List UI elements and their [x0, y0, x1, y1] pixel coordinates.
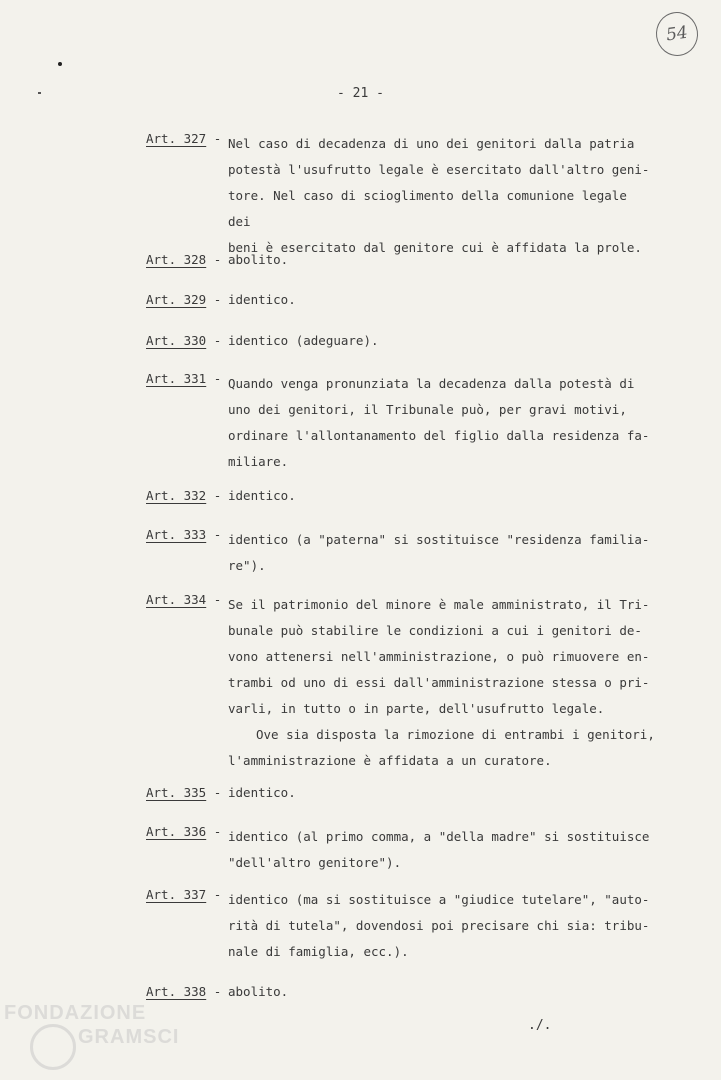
archive-stamp: 54: [653, 9, 701, 58]
article-body: abolito.: [228, 252, 289, 267]
article-label: Art. 329: [146, 292, 207, 307]
article-body: identico.: [228, 292, 296, 307]
article-body: Quando venga pronunziata la decadenza dalla potestà di uno dei genitori, il Tribunale può, per gravi motivi, ordinare l'allontanamento del figlio dalla residenza fa- miliare.: [228, 376, 650, 469]
article-336: Art. 336 - identico (al primo comma, a "della madre" si sostituisce "dell'altro genitore").: [146, 824, 656, 876]
article-body: Se il patrimonio del minore è male amministrato, il Tri- bunale può stabilire le condizioni a cui i genitori de- vono attenersi nell'amministrazione, o può rimuovere en- trambi od uno di essi dall'amministrazione stessa o pri- varli, in tutto o in parte, dell'usufrutto legale. Ove sia disposta la rimozione di entrambi i genitori, l'amministrazione è affidata a un curatore.: [228, 597, 655, 768]
article-body: identico.: [228, 488, 296, 503]
article-327: Art. 327 - Nel caso di decadenza di uno dei genitori dalla patria potestà l'usufrutto legale è esercitato dall'altro geni- tore. Nel caso di scioglimento della comunione legale dei beni è esercitato dal genitore cui è affidata la prole.: [146, 131, 656, 261]
article-label: Art. 331: [146, 371, 207, 386]
article-label: Art. 335: [146, 785, 207, 800]
article-331: Art. 331 - Quando venga pronunziata la decadenza dalla potestà di uno dei genitori, il Tribunale può, per gravi motivi, ordinare l'allontanamento del figlio dalla residenza fa- miliare.: [146, 371, 656, 475]
article-body: identico (adeguare).: [228, 333, 379, 348]
article-label: Art. 334: [146, 592, 207, 607]
article-body: identico (ma si sostituisce a "giudice tutelare", "auto- rità di tutela", dovendosi poi precisare chi sia: tribu- nale di famiglia, ecc.).: [228, 892, 650, 959]
foundation-logo-icon: [30, 1024, 76, 1070]
watermark: FONDAZIONE GRAMSCI: [0, 1000, 200, 1070]
article-body: identico.: [228, 785, 296, 800]
article-body: identico (a "paterna" si sostituisce "residenza familia- re").: [228, 532, 650, 573]
article-label: Art. 327: [146, 131, 207, 146]
article-label: Art. 337: [146, 887, 207, 902]
article-label: Art. 336: [146, 824, 207, 839]
article-label: Art. 333: [146, 527, 207, 542]
continuation-mark: ./.: [528, 1018, 552, 1033]
article-label: Art. 338: [146, 984, 207, 999]
article-label: Art. 328: [146, 252, 207, 267]
article-333: Art. 333 - identico (a "paterna" si sostituisce "residenza familia- re").: [146, 527, 656, 579]
article-label: Art. 330: [146, 333, 207, 348]
page-number: - 21 -: [337, 86, 384, 101]
article-body: Nel caso di decadenza di uno dei genitori dalla patria potestà l'usufrutto legale è esercitato dall'altro geni- tore. Nel caso di scioglimento della comunione legale dei beni è esercitato dal genitore cui è affidata la prole.: [228, 136, 650, 255]
article-body: identico (al primo comma, a "della madre" si sostituisce "dell'altro genitore").: [228, 829, 650, 870]
article-334: Art. 334 - Se il patrimonio del minore è male amministrato, il Tri- bunale può stabilire le condizioni a cui i genitori de- vono attenersi nell'amministrazione, o può rimuovere en- trambi od uno di essi dall'amministrazione stessa o pri- varli, in tutto o in parte, dell'usufrutto legale. Ove sia disposta la rimozione di entrambi i genitori, l'amministrazione è affidata a un curatore.: [146, 592, 656, 774]
article-body: abolito.: [228, 984, 289, 999]
article-label: Art. 332: [146, 488, 207, 503]
article-337: Art. 337 - identico (ma si sostituisce a "giudice tutelare", "auto- rità di tutela", dovendosi poi precisare chi sia: tribu- nale di famiglia, ecc.).: [146, 887, 656, 965]
ink-speck: [58, 62, 62, 66]
document-page: 54 - 21 - Art. 327 - Nel caso di decadenza di uno dei genitori dalla patria potestà l'usufrutto legale è esercitato dall'altro geni- tore. Nel caso di scioglimento della comunione legale dei beni è esercitato dal genitore cui è affidata la prole. Art. 328 - abolito. Art. 329 - identico. Art. 330 - identico (adeguare). Art. 331 - Quando venga pronunziata la decadenza dalla potestà di uno dei genitori, il Tribunale può, per gravi motivi, ordinare l'allontanamento del figlio dalla residenza fa- miliare. Art. 332 - identico. Art. 333 - identico (a "paterna" si sostituisce "residenza familia- re"). Art. 334 - Se il patrimonio del minore è male amministrato, il Tri- bunale può stabilire le condizioni a cui i genitori de- vono attenersi nell'amministrazione, o può rimuovere en- trambi od uno di essi dall'amministrazione stessa o pri- varli, in tutto o in parte, dell'usufrutto legale. Ove sia disposta la rimozione di entrambi i genitori, l'amministrazione è affidata a un curatore. Art. 335 - identico. Art. 336 - identico (al primo comma, a "della madre" si sostituisce "dell'altro genitore"). Art. 337 - identico (ma si sostituisce a "giudice tutelare", "auto- rità di tutela", dovendosi poi precisare chi sia: tribu- nale di famiglia, ecc.). Art. 338 - abolito. ./. FONDAZIONE GRAMSCI: [0, 0, 721, 1080]
